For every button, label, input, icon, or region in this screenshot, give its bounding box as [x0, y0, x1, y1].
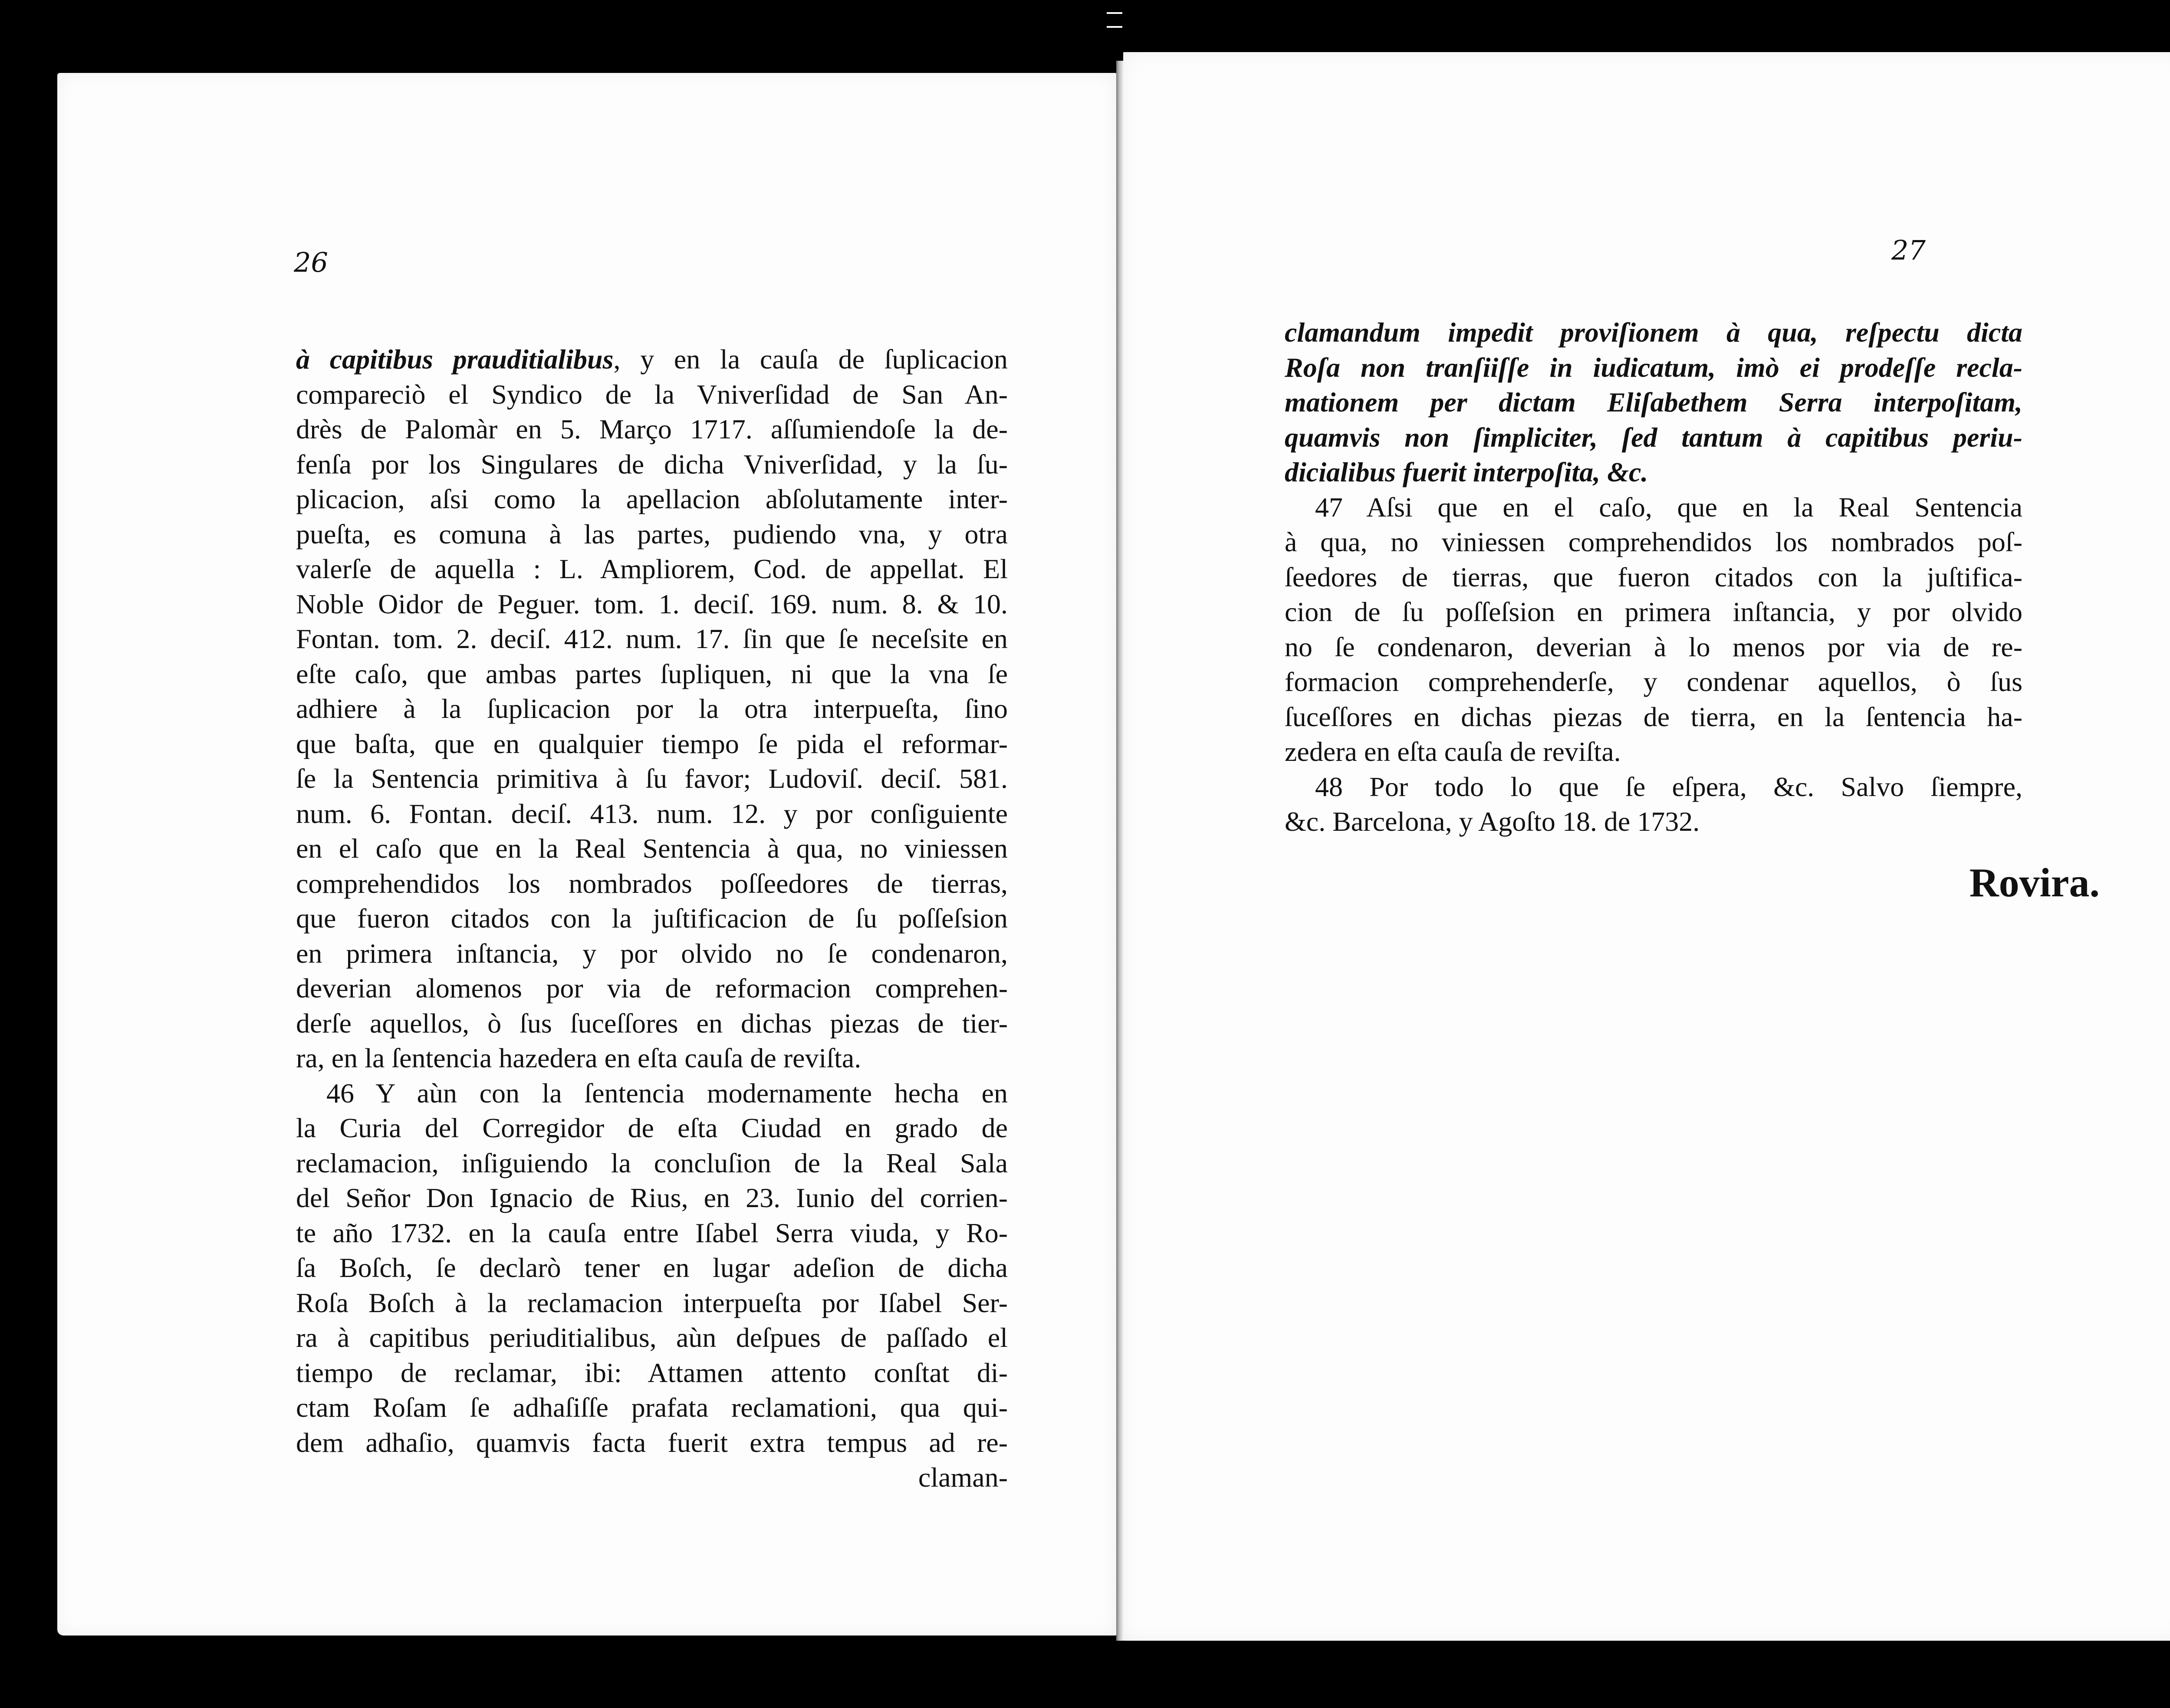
text-line: cion de ſu poſſeſsion en primera inſtancia, y por olvido [1285, 596, 2022, 627]
text-line [296, 1076, 1008, 1111]
text-line [296, 1111, 1008, 1146]
line-text: que baſta, que en qualquier tiempo ſe pida el reformar- [296, 728, 1008, 759]
line-text: reclamacion, inſiguiendo la concluſion de la Real Sala [296, 1147, 1008, 1178]
text-line [296, 1006, 1008, 1041]
text-line [296, 447, 1008, 482]
right-page-text [1285, 315, 2022, 839]
line-text: dem adhaſio, quamvis facta fuerit extra tempus ad re- [296, 1427, 1008, 1458]
text-line [296, 1460, 1008, 1495]
text-line: Roſa non tranſiiſſe in iudicatum, imò ei prodeſſe recla- [1285, 352, 2022, 383]
text-line [296, 587, 1008, 622]
text-line [296, 482, 1008, 517]
text-line [296, 727, 1008, 762]
line-text: ſa Boſch, ſe declarò tener en lugar adeſion de dicha [296, 1252, 1008, 1283]
gutter-mark-bottom [1107, 26, 1122, 28]
text-line [296, 936, 1008, 971]
text-line [296, 622, 1008, 657]
line-text: Fontan. tom. 2. deciſ. 412. num. 17. ſin que ſe neceſsite en [296, 623, 1008, 654]
text-line: à qua, no viniessen comprehendidos los nombrados poſ- [1285, 527, 2022, 557]
text-line [296, 657, 1008, 692]
line-text: ſe la Sentencia primitiva à ſu favor; Ludoviſ. deciſ. 581. [296, 763, 1008, 794]
line-text: en primera inſtancia, y por olvido no ſe condenaron, [296, 938, 1008, 969]
line-text: Roſa Boſch à la reclamacion interpueſta por Iſabel Ser- [296, 1287, 1008, 1318]
text-line [296, 866, 1008, 902]
line-text: adhiere à la ſuplicacion por la otra interpueſta, ſino [296, 693, 1008, 724]
text-line [296, 552, 1008, 587]
line-text: la Curia del Corregidor de eſta Ciudad en grado de [296, 1112, 1008, 1143]
text-line: zedera en eſta cauſa de reviſta. [1285, 736, 1621, 767]
text-line [296, 1320, 1008, 1356]
line-text: ra à capitibus periuditialibus, aùn deſpues de paſſado el [296, 1322, 1008, 1353]
text-line [296, 796, 1008, 832]
text-line: formacion comprehenderſe, y condenar aquellos, ò ſus [1285, 666, 2022, 697]
text-line [296, 831, 1008, 866]
gutter-mark-top [1107, 12, 1122, 14]
text-line: no ſe condenaron, deverian à lo menos por via de re- [1285, 631, 2022, 662]
line-text: te año 1732. en la cauſa entre Iſabel Serra viuda, y Ro- [296, 1217, 1008, 1248]
line-text: plicacion, aſsi como la apellacion abſolutamente inter- [296, 484, 1008, 514]
line-text: comprehendidos los nombrados poſſeedores de tierras, [296, 868, 1008, 899]
line-text: eſte caſo, que ambas partes ſupliquen, ni que la vna ſe [296, 658, 1008, 689]
text-line: clamandum impedit proviſionem à qua, reſpectu dicta [1285, 317, 2022, 348]
text-line [296, 517, 1008, 552]
line-text: num. 6. Fontan. deciſ. 413. num. 12. y por conſiguiente [296, 798, 1008, 829]
right-page [1123, 52, 2170, 1641]
text-line: quamvis non ſimpliciter, ſed tantum à capitibus periu- [1285, 421, 2022, 453]
text-line: ſeedores de tierras, que fueron citados con la juſtifica- [1285, 561, 2022, 592]
line-text: derſe aquellos, ò ſus ſuceſſores en dichas piezas de tier- [296, 1007, 1008, 1039]
line-text: deverian alomenos por via de reformacion comprehen- [296, 973, 1008, 1004]
line-text: fenſa por los Singulares de dicha Vniverſidad, y la ſu- [296, 448, 1008, 480]
signature: Rovira. [1969, 860, 2100, 905]
line-text: drès de Palomàr en 5. Março 1717. aſſumiendoſe la de- [296, 414, 1008, 444]
line-text: 46 Y aùn con la ſentencia modernamente hecha en [326, 1077, 1008, 1109]
line-text: ctam Roſam ſe adhaſiſſe prafata reclamationi, qua qui- [296, 1392, 1008, 1423]
text-line [296, 1356, 1008, 1391]
text-line: &c. Barcelona, y Agoſto 18. de 1732. [1285, 806, 1700, 837]
text-line [296, 1251, 1008, 1286]
italic-phrase: à capitibus prauditialibus [296, 344, 614, 375]
text-line [296, 377, 1008, 412]
left-page-text [296, 342, 1008, 1495]
text-line [296, 761, 1008, 796]
book-gutter [1116, 61, 1123, 1641]
line-text: compareciò el Syndico de la Vniverſidad de San An- [296, 378, 1008, 410]
text-line [296, 1216, 1008, 1251]
page-number: 26 [294, 247, 328, 278]
text-line [296, 901, 1008, 936]
text-line [296, 1041, 1008, 1076]
line-text: claman- [918, 1462, 1008, 1493]
line-text: en el caſo que en la Real Sentencia à qua, no viniessen [296, 833, 1008, 864]
text-line: ſuceſſores en dichas piezas de tierra, en la ſentencia ha- [1285, 701, 2022, 732]
line-text: del Señor Don Ignacio de Rius, en 23. Iunio del corrien- [296, 1182, 1008, 1213]
text-line [296, 1390, 1008, 1425]
text-line: 47 Aſsi que en el caſo, que en la Real Sentencia [1315, 491, 2022, 523]
page-number: 27 [1891, 234, 1926, 266]
line-text: Noble Oidor de Peguer. tom. 1. deciſ. 169. num. 8. & 10. [296, 588, 1008, 619]
text-line: dicialibus fuerit interpoſita, &c. [1285, 457, 1648, 487]
text-line [296, 412, 1008, 447]
line-text: que fueron citados con la juſtificacion de ſu poſſeſsion [296, 903, 1008, 934]
text-line [296, 691, 1008, 727]
text-line [296, 1146, 1008, 1181]
text-line [296, 971, 1008, 1006]
line-text: , y en la cauſa de ſuplicacion [613, 344, 1008, 375]
text-line: mationem per dictam Eliſabethem Serra interpoſitam, [1285, 387, 2022, 418]
line-text: pueſta, es comuna à las partes, pudiendo vna, y otra [296, 518, 1008, 550]
text-line [296, 1425, 1008, 1461]
line-text: tiempo de reclamar, ibi: Attamen attento conſtat di- [296, 1357, 1008, 1388]
text-line [296, 342, 1008, 377]
line-text: valerſe de aquella : L. Ampliorem, Cod. de appellat. El [296, 553, 1008, 584]
text-line: 48 Por todo lo que ſe eſpera, &c. Salvo ſiempre, [1315, 771, 2022, 802]
text-line [296, 1181, 1008, 1216]
text-line [296, 1286, 1008, 1321]
left-page [57, 73, 1116, 1636]
line-text: ra, en la ſentencia hazedera en eſta cauſa de reviſta. [296, 1043, 861, 1073]
